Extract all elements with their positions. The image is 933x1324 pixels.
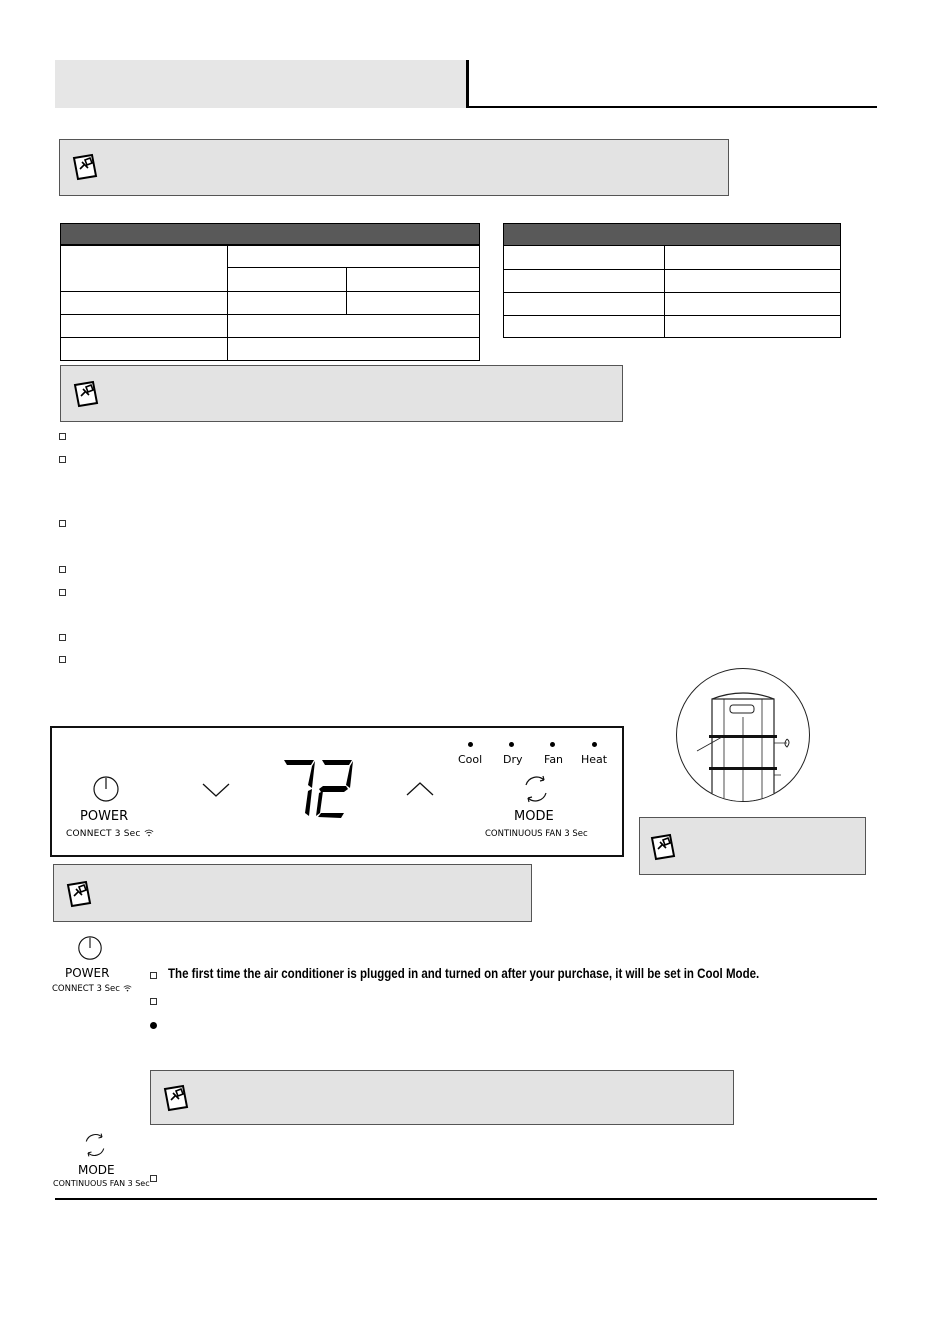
mode-label: MODE [514, 809, 554, 824]
arrow-up-icon[interactable] [405, 780, 435, 798]
table-cell [60, 291, 228, 315]
table-cell [227, 267, 347, 292]
table-cell [503, 245, 665, 270]
note-pin-icon [71, 379, 101, 409]
mode-button[interactable] [482, 772, 592, 840]
table-cell [60, 314, 228, 338]
mode-dot-heat [592, 742, 597, 747]
connect-text: CONNECT 3 Sec [52, 984, 120, 994]
power-section-icon-block [50, 932, 135, 998]
table-header [503, 223, 841, 246]
table-cell [227, 245, 480, 268]
continuous-fan-label: CONTINUOUS FAN 3 Sec [53, 1179, 150, 1188]
table-cell [346, 267, 480, 292]
table-cell [503, 269, 665, 293]
checkbox-bullet [150, 998, 157, 1005]
power-button[interactable] [60, 772, 155, 840]
note-pin-icon [648, 832, 678, 862]
continuous-fan-label: CONTINUOUS FAN 3 Sec [485, 829, 588, 839]
connect-text: CONNECT 3 Sec [66, 829, 141, 839]
table-cell [503, 315, 665, 338]
temperature-display [278, 758, 358, 820]
table-cell [227, 337, 480, 361]
connect-label [66, 828, 154, 839]
checkbox-bullet [59, 566, 66, 573]
table-cell [664, 269, 841, 293]
note-pin-icon [70, 152, 100, 182]
mode-dot-cool [468, 742, 473, 747]
mode-cycle-icon [81, 1131, 109, 1159]
table-cell [664, 245, 841, 270]
round-bullet [150, 1022, 157, 1029]
note-box [60, 365, 623, 422]
table-header [60, 223, 480, 245]
checkbox-bullet [59, 433, 66, 440]
note-box [639, 817, 866, 875]
checkbox-bullet [59, 589, 66, 596]
wifi-icon [144, 828, 154, 837]
mode-label: MODE [78, 1163, 115, 1177]
power-first-bullet-text: The first time the air conditioner is plugged in and turned on after your purchase, it will be set in Cool Mode. [168, 966, 760, 981]
table-cell [227, 291, 347, 315]
arrow-down-icon[interactable] [201, 781, 231, 799]
footer-rule [55, 1198, 877, 1200]
mode-label-cool: Cool [458, 753, 483, 766]
table-cell [664, 292, 841, 316]
table-cell [227, 314, 480, 338]
checkbox-bullet [59, 656, 66, 663]
header-divider [466, 60, 469, 108]
header-rule [467, 106, 877, 108]
checkbox-bullet [150, 972, 157, 979]
power-label: POWER [80, 809, 129, 824]
table-cell [60, 245, 228, 292]
seven-seg-digits [278, 758, 358, 820]
power-label: POWER [65, 966, 110, 980]
power-icon [91, 774, 121, 804]
connect-label [52, 984, 132, 994]
checkbox-bullet [150, 1175, 157, 1182]
wifi-icon [123, 984, 132, 992]
mode-label-heat: Heat [581, 753, 608, 766]
table-cell [664, 315, 841, 338]
mode-label-dry: Dry [503, 753, 523, 766]
note-pin-icon [64, 879, 94, 909]
checkbox-bullet [59, 456, 66, 463]
table-cell [60, 337, 228, 361]
unit-illustration [676, 668, 810, 802]
checkbox-bullet [59, 634, 66, 641]
checkbox-bullet [59, 520, 66, 527]
table-cell [503, 292, 665, 316]
mode-indicators [455, 742, 615, 772]
note-box [59, 139, 729, 196]
section-header-bar [55, 60, 467, 108]
note-box [53, 864, 532, 922]
note-pin-icon [161, 1083, 191, 1113]
mode-section-icon-block [50, 1131, 150, 1191]
ac-unit-drawing [677, 669, 810, 802]
note-box [150, 1070, 734, 1125]
mode-dot-dry [509, 742, 514, 747]
power-icon [76, 934, 104, 962]
table-cell [346, 291, 480, 315]
mode-label-fan: Fan [544, 753, 564, 766]
mode-cycle-icon [520, 773, 552, 805]
mode-dot-fan [550, 742, 555, 747]
